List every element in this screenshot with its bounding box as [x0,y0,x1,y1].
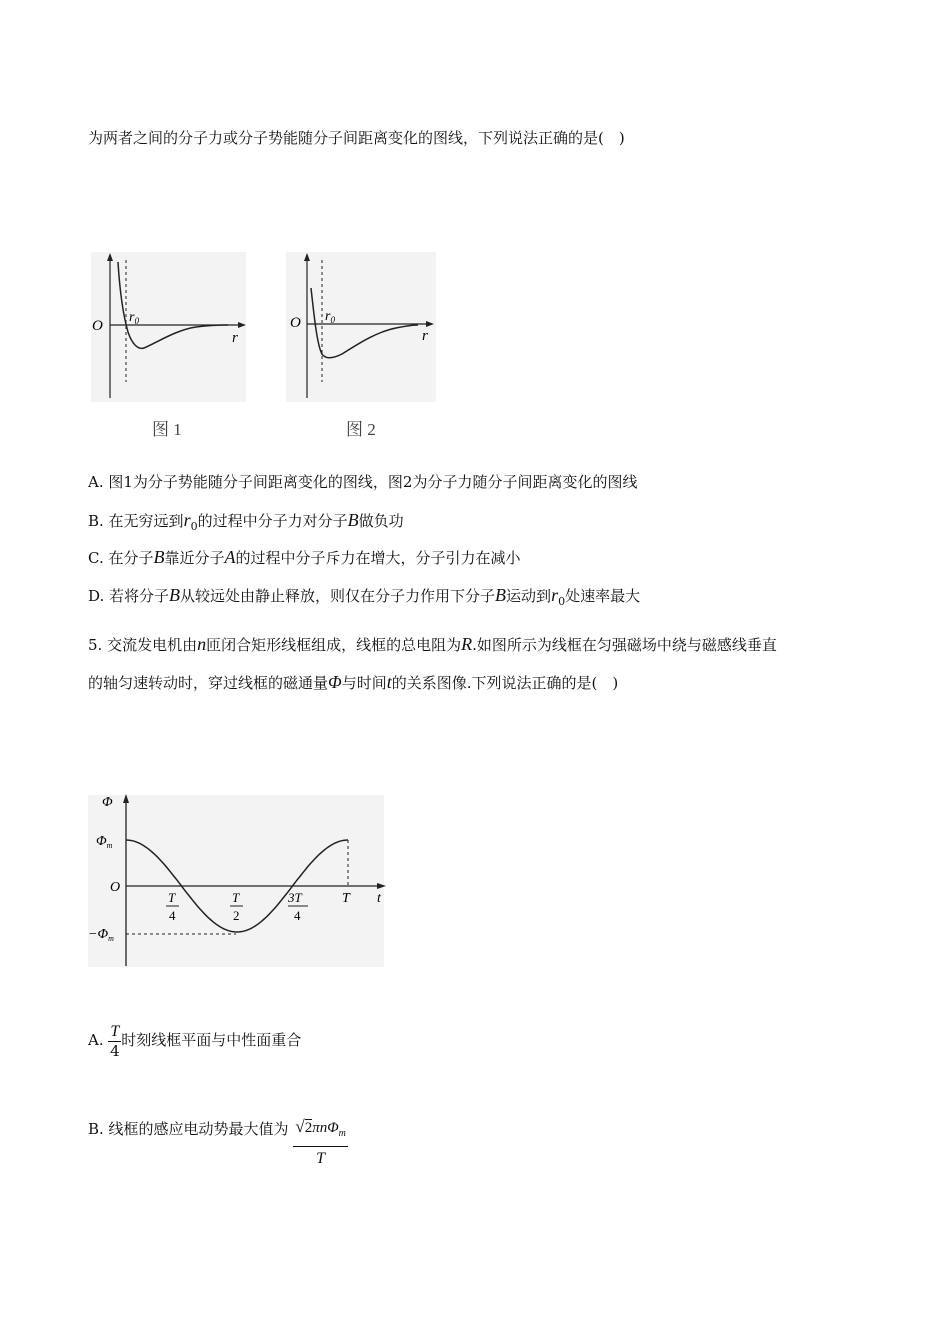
flux-t-label: t [377,891,381,906]
figure-1-caption: 图 1 [152,420,182,439]
q4-b-text-3: 做负功 [358,512,404,530]
q4-d-text-4: 处速率最大 [565,587,641,605]
flux-neg-phim-sub: m [108,934,114,943]
q5-l2-t: t [386,672,392,692]
tick-t2-den: 2 [233,908,240,923]
q5-b-sqrt-arg: 2 [304,1120,313,1136]
q5-b-fraction: $\frac{√2\pi n\Phi_m}{T}$ [293,1115,348,1171]
fig1-r0-sub: 0 [134,316,139,326]
q5-l2-text-3: 的关系图像.下列说法正确的是( ) [391,674,619,692]
flux-phim-label: Φ [96,834,107,849]
figure-2-caption: 图 2 [346,420,376,439]
q5-a-text: 时刻线框平面与中性面重合 [121,1031,302,1049]
q4-b-r: r [183,510,191,530]
q4-d-text-2: 从较远处由静止释放，则仅在分子力作用下分子 [180,587,496,605]
q4-b-var: B [347,510,359,530]
molecular-figures [86,250,446,450]
fig2-origin-label: O [290,315,301,331]
q4-d-text-3: 运动到 [506,587,552,605]
q5-l1-text-2: 匝闭合矩形线框组成，线框的总电阻为 [206,636,462,654]
q5-a-label: A. [88,1031,104,1049]
q5-l2-text-1: 的轴匀速转动时，穿过线框的磁通量 [88,674,329,692]
tick-3t4-den: 4 [294,908,301,923]
fig1-r0-label: r [129,310,135,325]
q5-b-frac-den: T [316,1150,326,1167]
q4-c-var-1: B [153,547,165,567]
q5-a-fraction [108,1023,121,1060]
q4-option-a: A. 图1为分子势能随分子间距离变化的图线，图2为分子力随分子间距离变化的图线 [88,473,638,491]
flux-neg-phim-label: −Φ [88,927,109,942]
fig1-axis-label: r [232,330,238,346]
tick-3t4-num: 3T [288,890,302,905]
q5-l1-r: R [461,634,473,654]
q5-a-frac-num: T [110,1022,120,1040]
q5-l2-text-2: 与时间 [341,674,387,692]
q5-b-num-sub: m [338,1128,346,1139]
q4-b-r-sub: 0 [190,520,198,533]
q4-option-d [88,585,640,612]
q4-b-text-2: 的过程中分子力对分子 [197,512,348,530]
q4-option-b [88,510,404,537]
q4-c-var-2: A [224,547,236,567]
flux-origin-label: O [110,880,121,895]
flux-phim-sub: m [106,841,113,850]
q4-d-var-1: B [169,585,181,605]
q4-c-text-2: 靠近分子 [164,549,225,567]
flux-y-label: Φ [102,795,113,810]
tick-t: T [342,891,350,906]
tick-t2-num: T [232,890,240,905]
q5-option-b [88,1115,348,1165]
q4-d-var-2: B [495,585,507,605]
q5-l2-phi: Φ [328,672,342,692]
q4-d-r-sub: 0 [558,595,566,608]
fig2-axis-label: r [422,328,428,344]
flux-time-graph [86,790,396,970]
fig2-r0-label: r [325,309,331,324]
q5-a-frac-den: 4 [110,1041,120,1060]
q5-b-num-rest: πnΦ [312,1120,339,1136]
q4-d-text-1: D. 若将分子 [88,587,170,605]
q4-c-text-3: 的过程中分子斥力在增大，分子引力在减小 [235,549,521,567]
tick-t4-den: 4 [169,908,176,923]
q5-l1-text-3: .如图所示为线框在匀强磁场中绕与磁感线垂直 [472,636,777,654]
tick-t4-num: T [168,890,176,905]
q4-b-text-1: B. 在无穷远到 [88,512,184,530]
q5-l1-text-1: 5. 交流发电机由 [88,636,198,654]
q4-option-c [88,547,521,568]
q5-stem-line-1 [88,634,777,655]
fig1-origin-label: O [92,318,103,334]
q5-option-a [88,1018,301,1062]
q5-l1-n: n [197,634,207,654]
q5-b-text: B. 线框的感应电动势最大值为 [88,1120,289,1138]
q5-stem-line-2 [88,672,618,693]
intro-text: 为两者之间的分子力或分子势能随分子间距离变化的图线，下列说法正确的是( ) [88,129,625,147]
fig2-r0-sub: 0 [330,315,335,325]
q4-d-r: r [551,585,559,605]
q4-c-text-1: C. 在分子 [88,549,154,567]
